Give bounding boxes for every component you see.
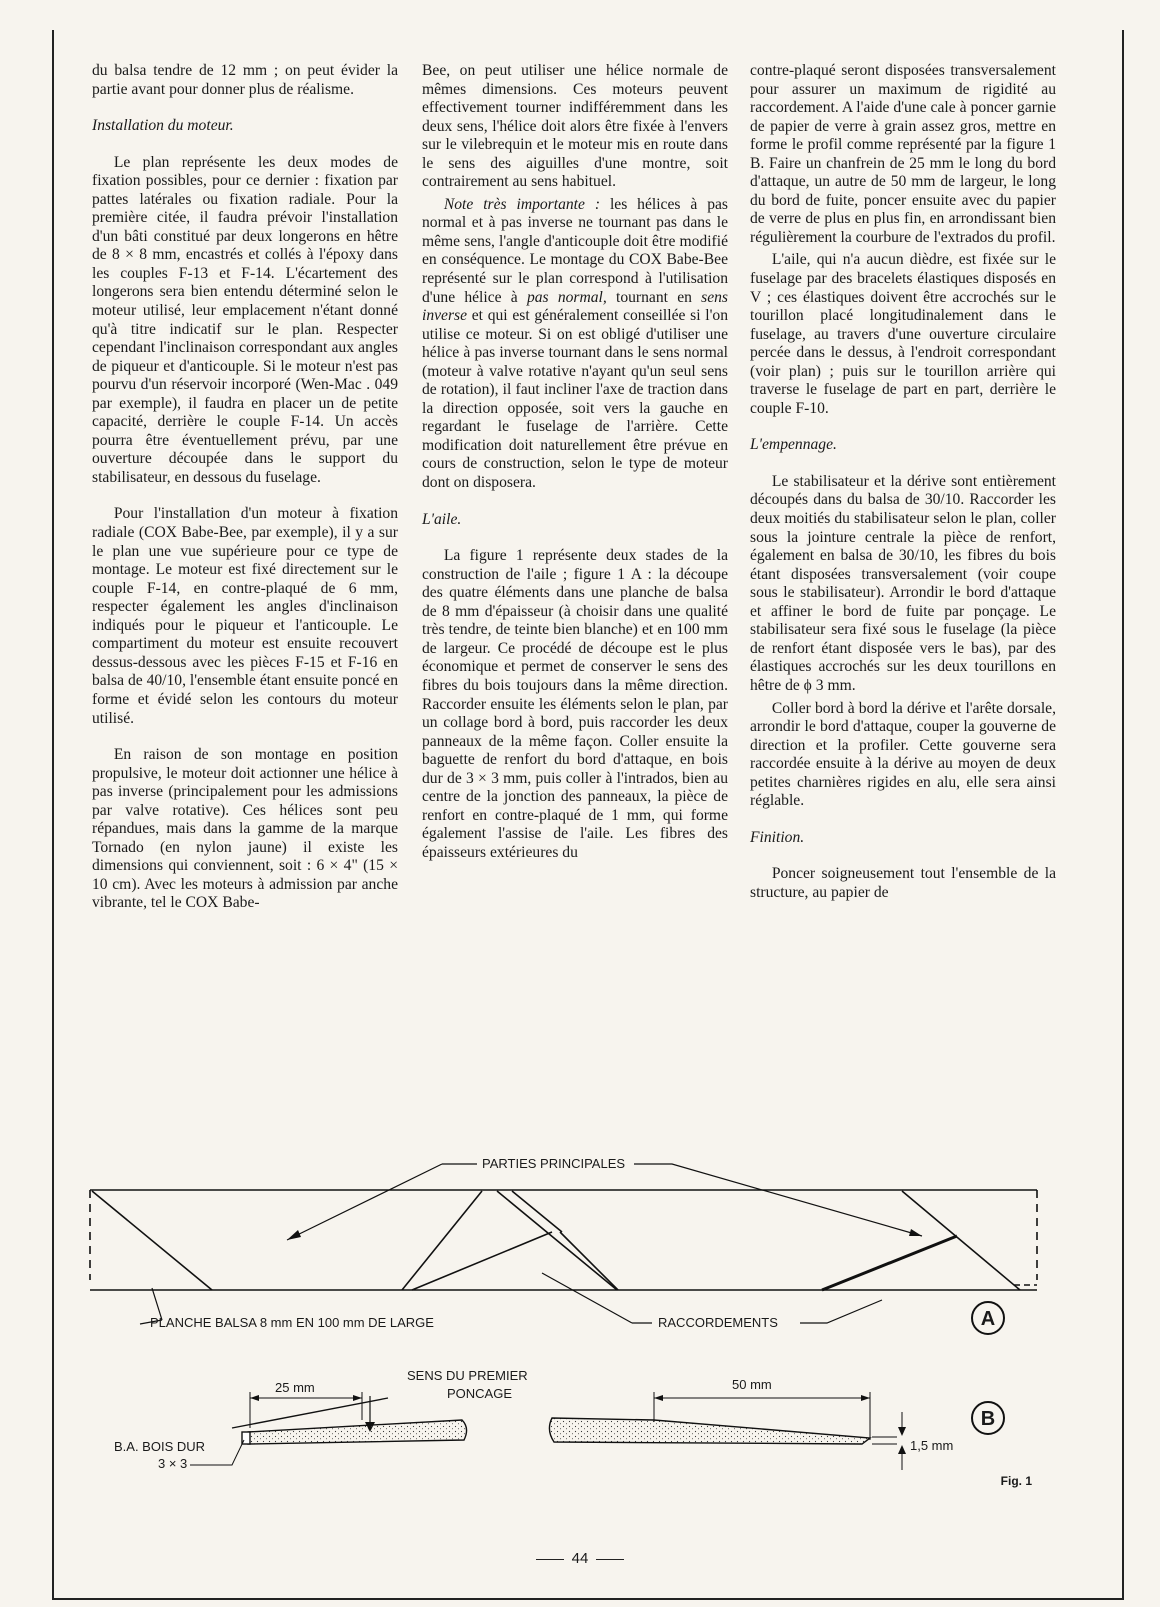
section-heading: Installation du moteur. bbox=[92, 117, 234, 135]
paragraph bbox=[422, 196, 728, 493]
section-heading: L'aile. bbox=[422, 510, 462, 528]
paragraph: du balsa tendre de 12 mm ; on peut évider la partie avant pour donner plus de réalisme. bbox=[92, 62, 398, 98]
column-3 bbox=[750, 62, 1056, 902]
wing-profile-trailing-edge bbox=[549, 1418, 870, 1444]
emphasis: pas normal, bbox=[526, 288, 607, 306]
paragraph: L'aile, qui n'a aucun dièdre, est fixée sur le fuselage par des bracelets élastiques disposés en V ; ces élastiques doivent être accrochés sur le tourillon placé longitudinalement dans le fuselage, au travers d'une ouverture circulaire percée dans le dessus, à l'endroit correspondant (voir plan) ; puis sur le tourillon arrière qui traverse le fuselage de part en part, derrière le couple F-10. bbox=[750, 251, 1056, 417]
paragraph: Bee, on peut utiliser une hélice normale de mêmes dimensions. Ces moteurs peuvent effectivement tourner indifféremment dans les deux sens, l'hélice doit alors être fixée à l'envers sur le vilebrequin et le moteur mis en route dans le sens des aiguilles d'une montre, soit contrairement au sens habituel. bbox=[422, 62, 728, 191]
figure-1-wing-diagram bbox=[52, 1140, 1122, 1540]
wing-profile-leading-edge bbox=[242, 1420, 467, 1444]
balsa-plank-diagram bbox=[90, 1190, 1037, 1290]
text: tournant en bbox=[606, 288, 702, 306]
paragraph: Pour l'installation d'un moteur à fixation radiale (COX Babe-Bee, par exemple), il y a sur le plan une vue supérieure pour ce type de montage. Le moteur est fixé directement sur le couple F-14, en contre-plaqué de 6 mm, respecter également les angles d'inclinaison indiqués pour le piqueur et l'anticouple. Le compartiment du moteur est ensuite recouvert dessus-dessous avec les pièces F-15 et F-16 en balsa de 40/10, l'ensemble étant ensuite poncé en forme et évidé selon les contours du moteur utilisé. bbox=[92, 505, 398, 727]
paragraph: En raison de son montage en position propulsive, le moteur doit actionner une hélice à pas inverse (principalement pour les admissions par valve rotative). Ces hélices sont peu répandues, mais dans la gamme de la marque Tornado (en nylon jaune) il existe les dimensions qui conviennent, soit : 6 × 4" (15 × 10 cm). Avec les moteurs à admission par anche vibrante, tel le COX Babe- bbox=[92, 746, 398, 912]
emphasis: Note très importante : bbox=[443, 195, 601, 213]
section-heading: L'empennage. bbox=[750, 436, 837, 454]
paragraph: Le stabilisateur et la dérive sont entièrement découpés dans du balsa de 30/10. Raccorder les deux moitiés du stabilisateur selon le plan, coller sous la jointure centrale la pièce de renfort, également en balsa de 30/10, les fibres du bois étant disposées transversalement (voir coupe sous le stabilisateur). Arrondir le bord d'attaque et affiner le bord de fuite par ponçage. Le stabilisateur sera fixé sous le fuselage (la pièce de renfort étant disposée vers le bas), par des élastiques accrochés sur les deux tourillons en hêtre de ϕ 3 mm. bbox=[750, 472, 1056, 694]
paragraph: Coller bord à bord la dérive et l'arête dorsale, arrondir le bord d'attaque, couper la gouverne de direction et la profiler. Cette gouverne sera raccordée ensuite à la dérive au moyen de deux petites charnières rigides en alu, elle sera ainsi réglable. bbox=[750, 699, 1056, 810]
column-2 bbox=[422, 62, 728, 862]
label-b: B bbox=[980, 1408, 996, 1430]
emphasis: sens inverse bbox=[422, 288, 728, 325]
label-sens-1: SENS DU PREMIER bbox=[407, 1368, 528, 1383]
label-25mm: 25 mm bbox=[275, 1380, 315, 1395]
label-planche-balsa: PLANCHE BALSA 8 mm EN 100 mm DE LARGE bbox=[150, 1315, 434, 1330]
section-heading: Finition. bbox=[750, 828, 805, 846]
text: et qui est généralement conseillée si l'on utilise ce moteur. Si on est obligé d'utiliser une hélice à pas inverse tournant dans le sens normal (moteur à valve rotative n'ayant qu'un seul sens de rotation), il faut incliner l'axe de traction dans la direction opposée, soit vers la gauche en regardant le fuselage de l'arrière. Cette modification doit naturellement être prévue en cours de construction, selon le type de moteur dont on disposera. bbox=[422, 307, 728, 492]
text: les hélices à pas normal et à pas inverse ne tournant pas dans le même sens, l'angle d'anticouple doit être modifié en conséquence. Le montage du COX Babe-Bee représenté sur le plan correspond à l'utilisation d'une hélice à bbox=[422, 195, 728, 306]
label-a: A bbox=[980, 1308, 996, 1330]
paragraph: contre-plaqué seront disposées transversalement pour assurer un maximum de rigidité au raccordement. A l'aide d'une cale à poncer garnie de papier de verre à grain assez gros, mettre en forme le profil comme représenté par la figure 1 B. Faire un chanfrein de 25 mm le long du bord d'attaque, un autre de 50 mm de largeur, le long du bord de fuite, poncer ensuite avec du papier de verre de plus en plus fin, en arrondissant bien régulièrement la courbure de l'extrados du profil. bbox=[750, 62, 1056, 246]
label-raccordements: RACCORDEMENTS bbox=[658, 1315, 778, 1330]
label-3x3: 3 × 3 bbox=[158, 1456, 188, 1471]
label-parties-principales: PARTIES PRINCIPALES bbox=[482, 1156, 626, 1171]
label-50mm: 50 mm bbox=[732, 1377, 772, 1392]
paragraph: Poncer soigneusement tout l'ensemble de la structure, au papier de bbox=[750, 865, 1056, 901]
paragraph: Le plan représente les deux modes de fixation possibles, pour ce dernier : fixation par pattes latérales ou fixation radiale. Pour la première citée, il faudra prévoir l'installation d'un bâti constitué par deux longerons en hêtre de 8 × 8 mm, encastrés et collés à l'époxy dans les couples F-13 et F-14. L'écartement des longerons sera bien entendu déterminé selon le moteur utilisé, leur emplacement n'étant donné qu'à titre indicatif sur le plan. Respecter cependant l'inclinaison correspondant aux angles de piqueur et d'anticouple. Si le moteur n'est pas pourvu d'un réservoir incorporé (Wen-Mac . 049 par exemple), il faudra en placer un de petite capacité, derrière le couple F-14. Un accès pourra être éventuellement prévu, par une ouverture découpée dans le support du stabilisateur, en dessous du fuselage. bbox=[92, 153, 398, 486]
figure-caption: Fig. 1 bbox=[1000, 1474, 1032, 1488]
label-sens-2: PONCAGE bbox=[447, 1386, 513, 1401]
label-1-5mm: 1,5 mm bbox=[910, 1438, 954, 1453]
column-1 bbox=[92, 62, 398, 913]
page-number bbox=[0, 1550, 1160, 1567]
page-number-text: 44 bbox=[571, 1550, 589, 1567]
paragraph: La figure 1 représente deux stades de la construction de l'aile ; figure 1 A : la découpe des quatre éléments dans une planche de balsa de 8 mm d'épaisseur (à choisir dans une qualité très tendre, de teinte bien blanche) et en 100 mm de largeur. Ce procédé de découpe est le plus économique et permet de conserver le sens des fibres du bois toujours dans la même direction. Raccorder ensuite les éléments selon le plan, par un collage bord à bord, puis raccorder les deux panneaux de la même façon. Coller ensuite la baguette de renfort du bord d'attaque, en bois dur de 3 × 3 mm, puis coller à l'intrados, bien au centre de la jonction des panneaux, la pièce de renfort en contre-plaqué de 1 mm, qui forme également l'assise de l'aile. Les fibres des épaisseurs extérieures du bbox=[422, 547, 728, 861]
label-ba-bois-dur: B.A. BOIS DUR bbox=[114, 1439, 206, 1454]
